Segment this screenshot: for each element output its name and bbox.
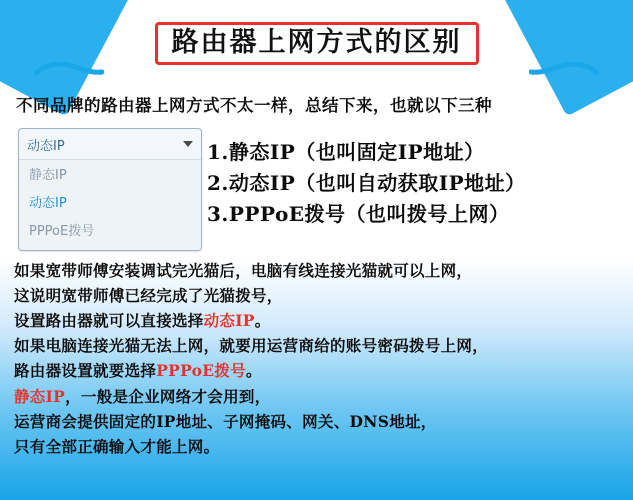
dropdown-options-list[interactable] — [19, 160, 201, 250]
list-item: 3.PPPoE拨号（也叫拨号上网） — [207, 202, 510, 226]
highlight-pppoe: PPPoE拨号 — [156, 361, 247, 381]
title-box — [155, 22, 479, 65]
paragraph-line: 如果宽带师傅安装调试完光猫后，电脑有线连接光猫就可以上网， — [14, 261, 473, 280]
page-title — [0, 22, 633, 65]
paragraph-text-tail: 。 — [246, 361, 262, 381]
dropdown-option-static-ip[interactable]: 静态IP — [29, 168, 67, 183]
paragraph-line — [14, 358, 624, 383]
dropdown-field[interactable] — [19, 129, 201, 160]
paragraph-line — [14, 308, 624, 333]
dropdown-option-pppoe[interactable]: PPPoE拨号 — [29, 224, 95, 239]
list-item: 1.静态IP（也叫固定IP地址） — [207, 140, 485, 164]
dropdown-selected-value: 动态IP — [27, 138, 65, 154]
paragraph-text-tail: 。 — [254, 311, 271, 331]
list-item: 2.动态IP（也叫自动获取IP地址） — [207, 171, 526, 195]
title-text: 路由器上网方式的区别 — [171, 27, 462, 58]
paragraph-text-tail: ，一般是企业网络才会用到， — [65, 386, 271, 406]
paragraph-line: 如果电脑连接光猫无法上网，就要用运营商给的账号密码拨号上网， — [14, 336, 489, 356]
paragraph-line: 运营商会提供固定的IP地址、子网掩码、网关、DNS地址， — [14, 411, 437, 431]
explanation-body — [14, 258, 624, 459]
paragraph-text: 设置路由器就可以直接选择 — [14, 311, 204, 331]
paragraph-line: 只有全部正确输入才能上网。 — [14, 436, 220, 456]
wan-type-numbered-list — [207, 137, 526, 230]
dropdown-option-dynamic-ip[interactable]: 动态IP — [29, 196, 67, 211]
paragraph-line — [14, 384, 624, 409]
wan-type-dropdown[interactable] — [18, 128, 202, 251]
chevron-down-icon[interactable] — [183, 141, 193, 147]
highlight-dynamic-ip: 动态IP — [203, 311, 255, 331]
lead-paragraph: 不同品牌的路由器上网方式不太一样，总结下来，也就以下三种 — [16, 96, 492, 115]
highlight-static-ip: 静态IP — [14, 386, 66, 406]
paragraph-text: 路由器设置就要选择 — [14, 361, 157, 381]
paragraph-line: 这说明宽带师傅已经完成了光猫拨号， — [14, 286, 283, 306]
